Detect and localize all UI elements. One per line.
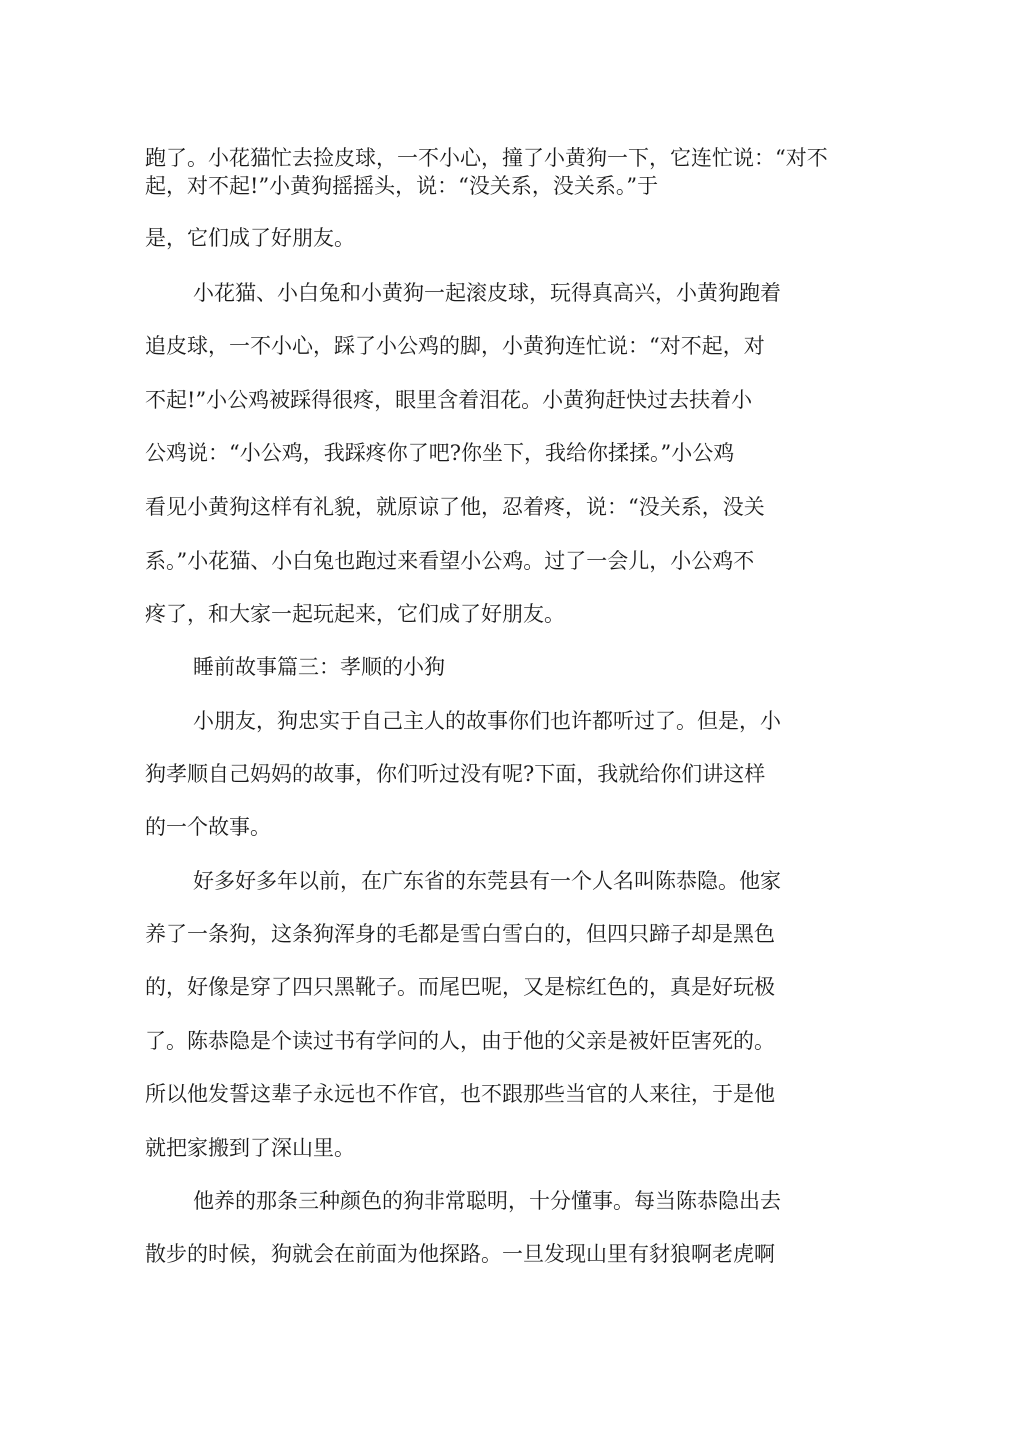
text-line: 疼了，和大家一起玩起来，它们成了好朋友。	[145, 602, 565, 626]
text-line: 的一个故事。	[145, 815, 271, 839]
paragraph-start-line: 他养的那条三种颜色的狗非常聪明，十分懂事。每当陈恭隐出去	[193, 1189, 781, 1213]
text-line: 了。陈恭隐是个读过书有学问的人，由于他的父亲是被奸臣害死的。	[145, 1029, 775, 1053]
section-heading: 睡前故事篇三：孝顺的小狗	[193, 655, 445, 679]
text-line: 就把家搬到了深山里。	[145, 1136, 355, 1160]
text-line: 狗孝顺自己妈妈的故事，你们听过没有呢?下面，我就给你们讲这样	[145, 762, 766, 786]
text-line: 公鸡说：“小公鸡，我踩疼你了吧?你坐下，我给你揉揉。”小公鸡	[145, 441, 735, 465]
text-line: 所以他发誓这辈子永远也不作官，也不跟那些当官的人来往，于是他	[145, 1082, 775, 1106]
text-line: 跑了。小花猫忙去捡皮球，一不小心，撞了小黄狗一下，它连忙说：“对不	[145, 146, 828, 170]
paragraph-start-line: 好多好多年以前，在广东省的东莞县有一个人名叫陈恭隐。他家	[193, 869, 781, 893]
text-line: 追皮球，一不小心，踩了小公鸡的脚，小黄狗连忙说：“对不起，对	[145, 334, 765, 358]
paragraph-start-line: 小花猫、小白兔和小黄狗一起滚皮球，玩得真高兴，小黄狗跑着	[193, 281, 781, 305]
text-line: 系。”小花猫、小白兔也跑过来看望小公鸡。过了一会儿，小公鸡不	[145, 549, 755, 573]
text-line: 养了一条狗，这条狗浑身的毛都是雪白雪白的，但四只蹄子却是黑色	[145, 922, 775, 946]
text-line: 看见小黄狗这样有礼貌，就原谅了他，忍着疼，说：“没关系，没关	[145, 495, 765, 519]
text-line: 不起!”小公鸡被踩得很疼，眼里含着泪花。小黄狗赶快过去扶着小	[145, 388, 753, 412]
text-line: 是，它们成了好朋友。	[145, 226, 355, 250]
text-line: 的，好像是穿了四只黑靴子。而尾巴呢，又是棕红色的，真是好玩极	[145, 975, 775, 999]
paragraph-start-line: 小朋友，狗忠实于自己主人的故事你们也许都听过了。但是，小	[193, 709, 781, 733]
text-line: 散步的时候，狗就会在前面为他探路。一旦发现山里有豺狼啊老虎啊	[145, 1242, 775, 1266]
text-line: 起，对不起!”小黄狗摇摇头，说：“没关系，没关系。”于	[145, 174, 659, 198]
